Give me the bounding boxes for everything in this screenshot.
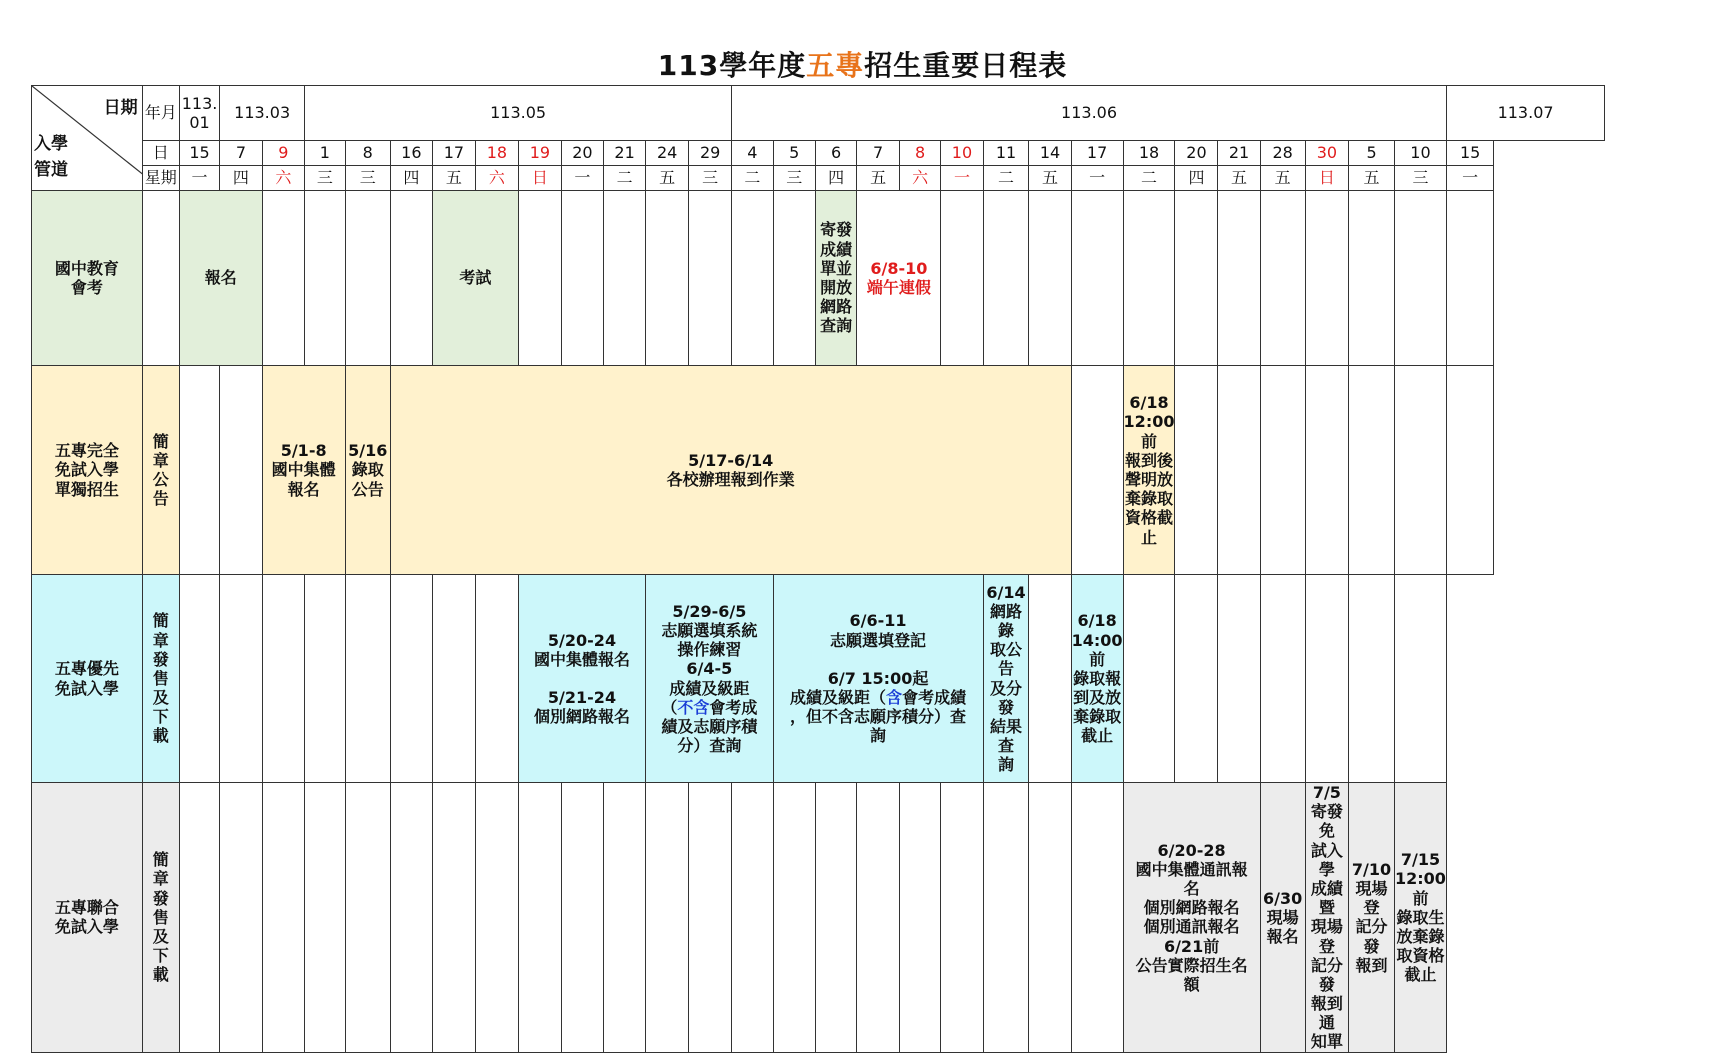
cell-empty: [646, 191, 689, 366]
cell-empty: [604, 783, 646, 1053]
cell-empty: [815, 783, 856, 1053]
cell-empty: [1071, 783, 1123, 1053]
admission-announce: 5/16 錄取 公告: [345, 366, 390, 575]
day-cell: 1: [305, 141, 346, 166]
month-113-01: 113. 01: [179, 86, 219, 141]
priority-registration: 5/20-24 國中集體報名 5/21-24 個別網路報名: [518, 575, 645, 783]
cell-empty: [983, 191, 1029, 366]
weekday-cell: 四: [815, 166, 856, 191]
cell-empty: [732, 191, 773, 366]
cell-empty: [1446, 191, 1493, 366]
cell-empty: [179, 575, 219, 783]
day-cell: 14: [1029, 141, 1071, 166]
day-cell: 28: [1260, 141, 1305, 166]
weekday-cell: 三: [689, 166, 732, 191]
weekday-cell: 五: [1260, 166, 1305, 191]
day-cell: 10: [1395, 141, 1447, 166]
cell-empty: [1029, 575, 1071, 783]
month-113-06: 113.06: [732, 86, 1447, 141]
day-cell: 17: [1071, 141, 1123, 166]
choice-practice: 5/29-6/5 志願選填系統 操作練習 6/4-5 成績及級距 （不含會考成 績及志願序積 分）查詢: [646, 575, 773, 783]
cell-empty: [432, 783, 475, 1053]
cell-empty: [262, 191, 304, 366]
month-113-07: 113.07: [1446, 86, 1604, 141]
cell-empty: [345, 575, 390, 783]
cell-empty: [1175, 366, 1218, 575]
cell-empty: [899, 783, 941, 1053]
cell-empty: [1175, 191, 1218, 366]
weekday-cell: 三: [1395, 166, 1447, 191]
brochure-sale: 簡 章 發 售 及 下 載: [142, 575, 179, 783]
cell-empty: [1071, 191, 1123, 366]
cell-empty: [475, 783, 518, 1053]
cell-empty: [305, 783, 346, 1053]
cell-empty: [1218, 366, 1260, 575]
cell-empty: [179, 783, 219, 1053]
withdraw-deadline: 6/18 12:00 前 報到後 聲明放 棄錄取 資格截 止: [1123, 366, 1175, 575]
cell-empty: [1349, 191, 1395, 366]
checkin-deadline: 6/18 14:00 前 錄取報 到及放 棄錄取 截止: [1071, 575, 1123, 783]
brochure-sale-joint: 簡 章 發 售 及 下 載: [142, 783, 179, 1053]
cell-empty: [1260, 191, 1305, 366]
weekday-cell: 六: [899, 166, 941, 191]
weekday-cell: 二: [604, 166, 646, 191]
weekday-cell: 二: [983, 166, 1029, 191]
cell-empty: [689, 783, 732, 1053]
corner-channel-label: 入學: [34, 134, 68, 154]
cell-empty: [1123, 191, 1175, 366]
corner-date-label: 日期: [103, 98, 138, 118]
weekday-cell: 一: [561, 166, 603, 191]
cell-empty: [773, 783, 815, 1053]
choice-registration: 6/6-11 志願選填登記 6/7 15:00起 成績及級距（含會考成績 ，但不含志願序積分）查 詢: [773, 575, 983, 783]
weekday-cell: 五: [1218, 166, 1260, 191]
cell-empty: [941, 783, 983, 1053]
cell-empty: [1218, 575, 1260, 783]
row-label-independent: 五專完全 免試入學 單獨招生: [32, 366, 143, 575]
corner-channel-label-2: 管道: [34, 160, 68, 180]
cell-empty: [475, 575, 518, 783]
day-cell: 19: [518, 141, 561, 166]
month-113-05: 113.05: [305, 86, 732, 141]
month-113-03: 113.03: [220, 86, 305, 141]
cell-empty: [941, 191, 983, 366]
cell-empty: [1260, 575, 1305, 783]
weekday-cell: 一: [941, 166, 983, 191]
cell-empty: [1071, 366, 1123, 575]
day-cell: 8: [345, 141, 390, 166]
weekday-cell: 四: [220, 166, 262, 191]
day-cell: 15: [1446, 141, 1493, 166]
day-cell: 15: [179, 141, 219, 166]
day-cell: 18: [1123, 141, 1175, 166]
weekday-cell: 五: [857, 166, 899, 191]
day-cell: 5: [773, 141, 815, 166]
cell-empty: [262, 575, 304, 783]
weekday-cell: 五: [1029, 166, 1071, 191]
cell-empty: [518, 191, 561, 366]
day-cell: 24: [646, 141, 689, 166]
final-deadline: 7/15 12:00 前 錄取生 放棄錄 取資格 截止: [1395, 783, 1447, 1053]
cell-empty: [773, 191, 815, 366]
day-cell: 29: [689, 141, 732, 166]
weekday-cell: 五: [432, 166, 475, 191]
page-title: 113學年度五專招生重要日程表: [657, 49, 1068, 82]
cell-empty: [1260, 366, 1305, 575]
cell-empty: [518, 783, 561, 1053]
day-cell: 4: [732, 141, 773, 166]
schedule-table: [31, 85, 1732, 1053]
weekday-cell: 二: [1123, 166, 1175, 191]
day-cell: 21: [1218, 141, 1260, 166]
year-month-label: 年月: [142, 86, 179, 141]
weekday-cell: 三: [345, 166, 390, 191]
cell-empty: [220, 575, 262, 783]
day-cell: 17: [432, 141, 475, 166]
cell-empty: [1305, 366, 1348, 575]
day-cell: 18: [475, 141, 518, 166]
weekday-cell: 三: [773, 166, 815, 191]
cell-empty: [1395, 366, 1447, 575]
cell-empty: [390, 783, 432, 1053]
cell-empty: [646, 783, 689, 1053]
cap-register: 報名: [179, 191, 262, 366]
checkin-period: 5/17-6/14 各校辦理報到作業: [390, 366, 1071, 575]
cell-empty: [1446, 366, 1493, 575]
cell-empty: [857, 783, 899, 1053]
weekday-cell: 一: [1071, 166, 1123, 191]
corner-header: [32, 86, 143, 191]
row-label-priority: 五專優先 免試入學: [32, 575, 143, 783]
weekday-cell: 五: [1349, 166, 1395, 191]
weekday-cell: 六: [262, 166, 304, 191]
cell-empty: [390, 575, 432, 783]
cell-empty: [305, 191, 346, 366]
weekday-cell: 一: [179, 166, 219, 191]
cell-empty: [1349, 366, 1395, 575]
cell-empty: [432, 575, 475, 783]
cap-exam: 考試: [432, 191, 518, 366]
day-cell: 30: [1305, 141, 1348, 166]
cell-empty: [142, 191, 179, 366]
cell-empty: [1218, 191, 1260, 366]
cell-empty: [345, 191, 390, 366]
day-cell: 10: [941, 141, 983, 166]
day-cell: 7: [220, 141, 262, 166]
notice-mailing: 7/5 寄發免 試入學 成績暨 現場登 記分發 報到通 知單: [1305, 783, 1348, 1053]
cell-empty: [604, 191, 646, 366]
day-label: 日: [142, 141, 179, 166]
cell-empty: [561, 783, 603, 1053]
brochure-announce: 簡 章 公 告: [142, 366, 179, 575]
cell-empty: [220, 783, 262, 1053]
cell-empty: [345, 783, 390, 1053]
cell-empty: [305, 575, 346, 783]
dragon-boat-holiday: 6/8-10 端午連假: [857, 191, 941, 366]
cell-empty: [1175, 575, 1218, 783]
cell-empty: [983, 783, 1029, 1053]
weekday-cell: 四: [1175, 166, 1218, 191]
day-cell: 8: [899, 141, 941, 166]
day-cell: 7: [857, 141, 899, 166]
cell-empty: [390, 191, 432, 366]
weekday-cell: 一: [1446, 166, 1493, 191]
cell-empty: [732, 783, 773, 1053]
cell-empty: [1349, 575, 1395, 783]
cell-empty: [220, 366, 262, 575]
weekday-cell: 六: [475, 166, 518, 191]
cell-empty: [1395, 575, 1447, 783]
day-cell: 11: [983, 141, 1029, 166]
day-cell: 6: [815, 141, 856, 166]
weekday-cell: 四: [390, 166, 432, 191]
day-cell: 20: [561, 141, 603, 166]
day-cell: 5: [1349, 141, 1395, 166]
row-label-joint: 五專聯合 免試入學: [32, 783, 143, 1053]
weekday-cell: 五: [646, 166, 689, 191]
weekday-cell: 三: [305, 166, 346, 191]
cell-empty: [1305, 191, 1348, 366]
weekday-cell: 二: [732, 166, 773, 191]
cap-scores: 寄發 成績 單並 開放 網路 查詢: [815, 191, 856, 366]
day-cell: 20: [1175, 141, 1218, 166]
weekday-cell: 日: [1305, 166, 1348, 191]
weekday-cell: 日: [518, 166, 561, 191]
cell-empty: [1395, 191, 1447, 366]
day-cell: 21: [604, 141, 646, 166]
cell-empty: [179, 366, 219, 575]
cell-empty: [262, 783, 304, 1053]
onsite-placement: 7/10 現場登 記分發 報到: [1349, 783, 1395, 1053]
onsite-registration: 6/30 現場 報名: [1260, 783, 1305, 1053]
mail-registration: 6/20-28 國中集體通訊報 名 個別網路報名 個別通訊報名 6/21前 公告實際招生名 額: [1123, 783, 1260, 1053]
cell-empty: [1029, 191, 1071, 366]
day-cell: 9: [262, 141, 304, 166]
row-label-cap-exam: 國中教育 會考: [32, 191, 143, 366]
day-cell: 16: [390, 141, 432, 166]
cell-empty: [561, 191, 603, 366]
cell-empty: [1029, 783, 1071, 1053]
cell-empty: [689, 191, 732, 366]
cell-empty: [1305, 575, 1348, 783]
cell-empty: [1123, 575, 1175, 783]
group-registration: 5/1-8 國中集體 報名: [262, 366, 345, 575]
online-result: 6/14 網路錄 取公告 及分發 結果查 詢: [983, 575, 1029, 783]
weekday-label: 星期: [142, 166, 179, 191]
